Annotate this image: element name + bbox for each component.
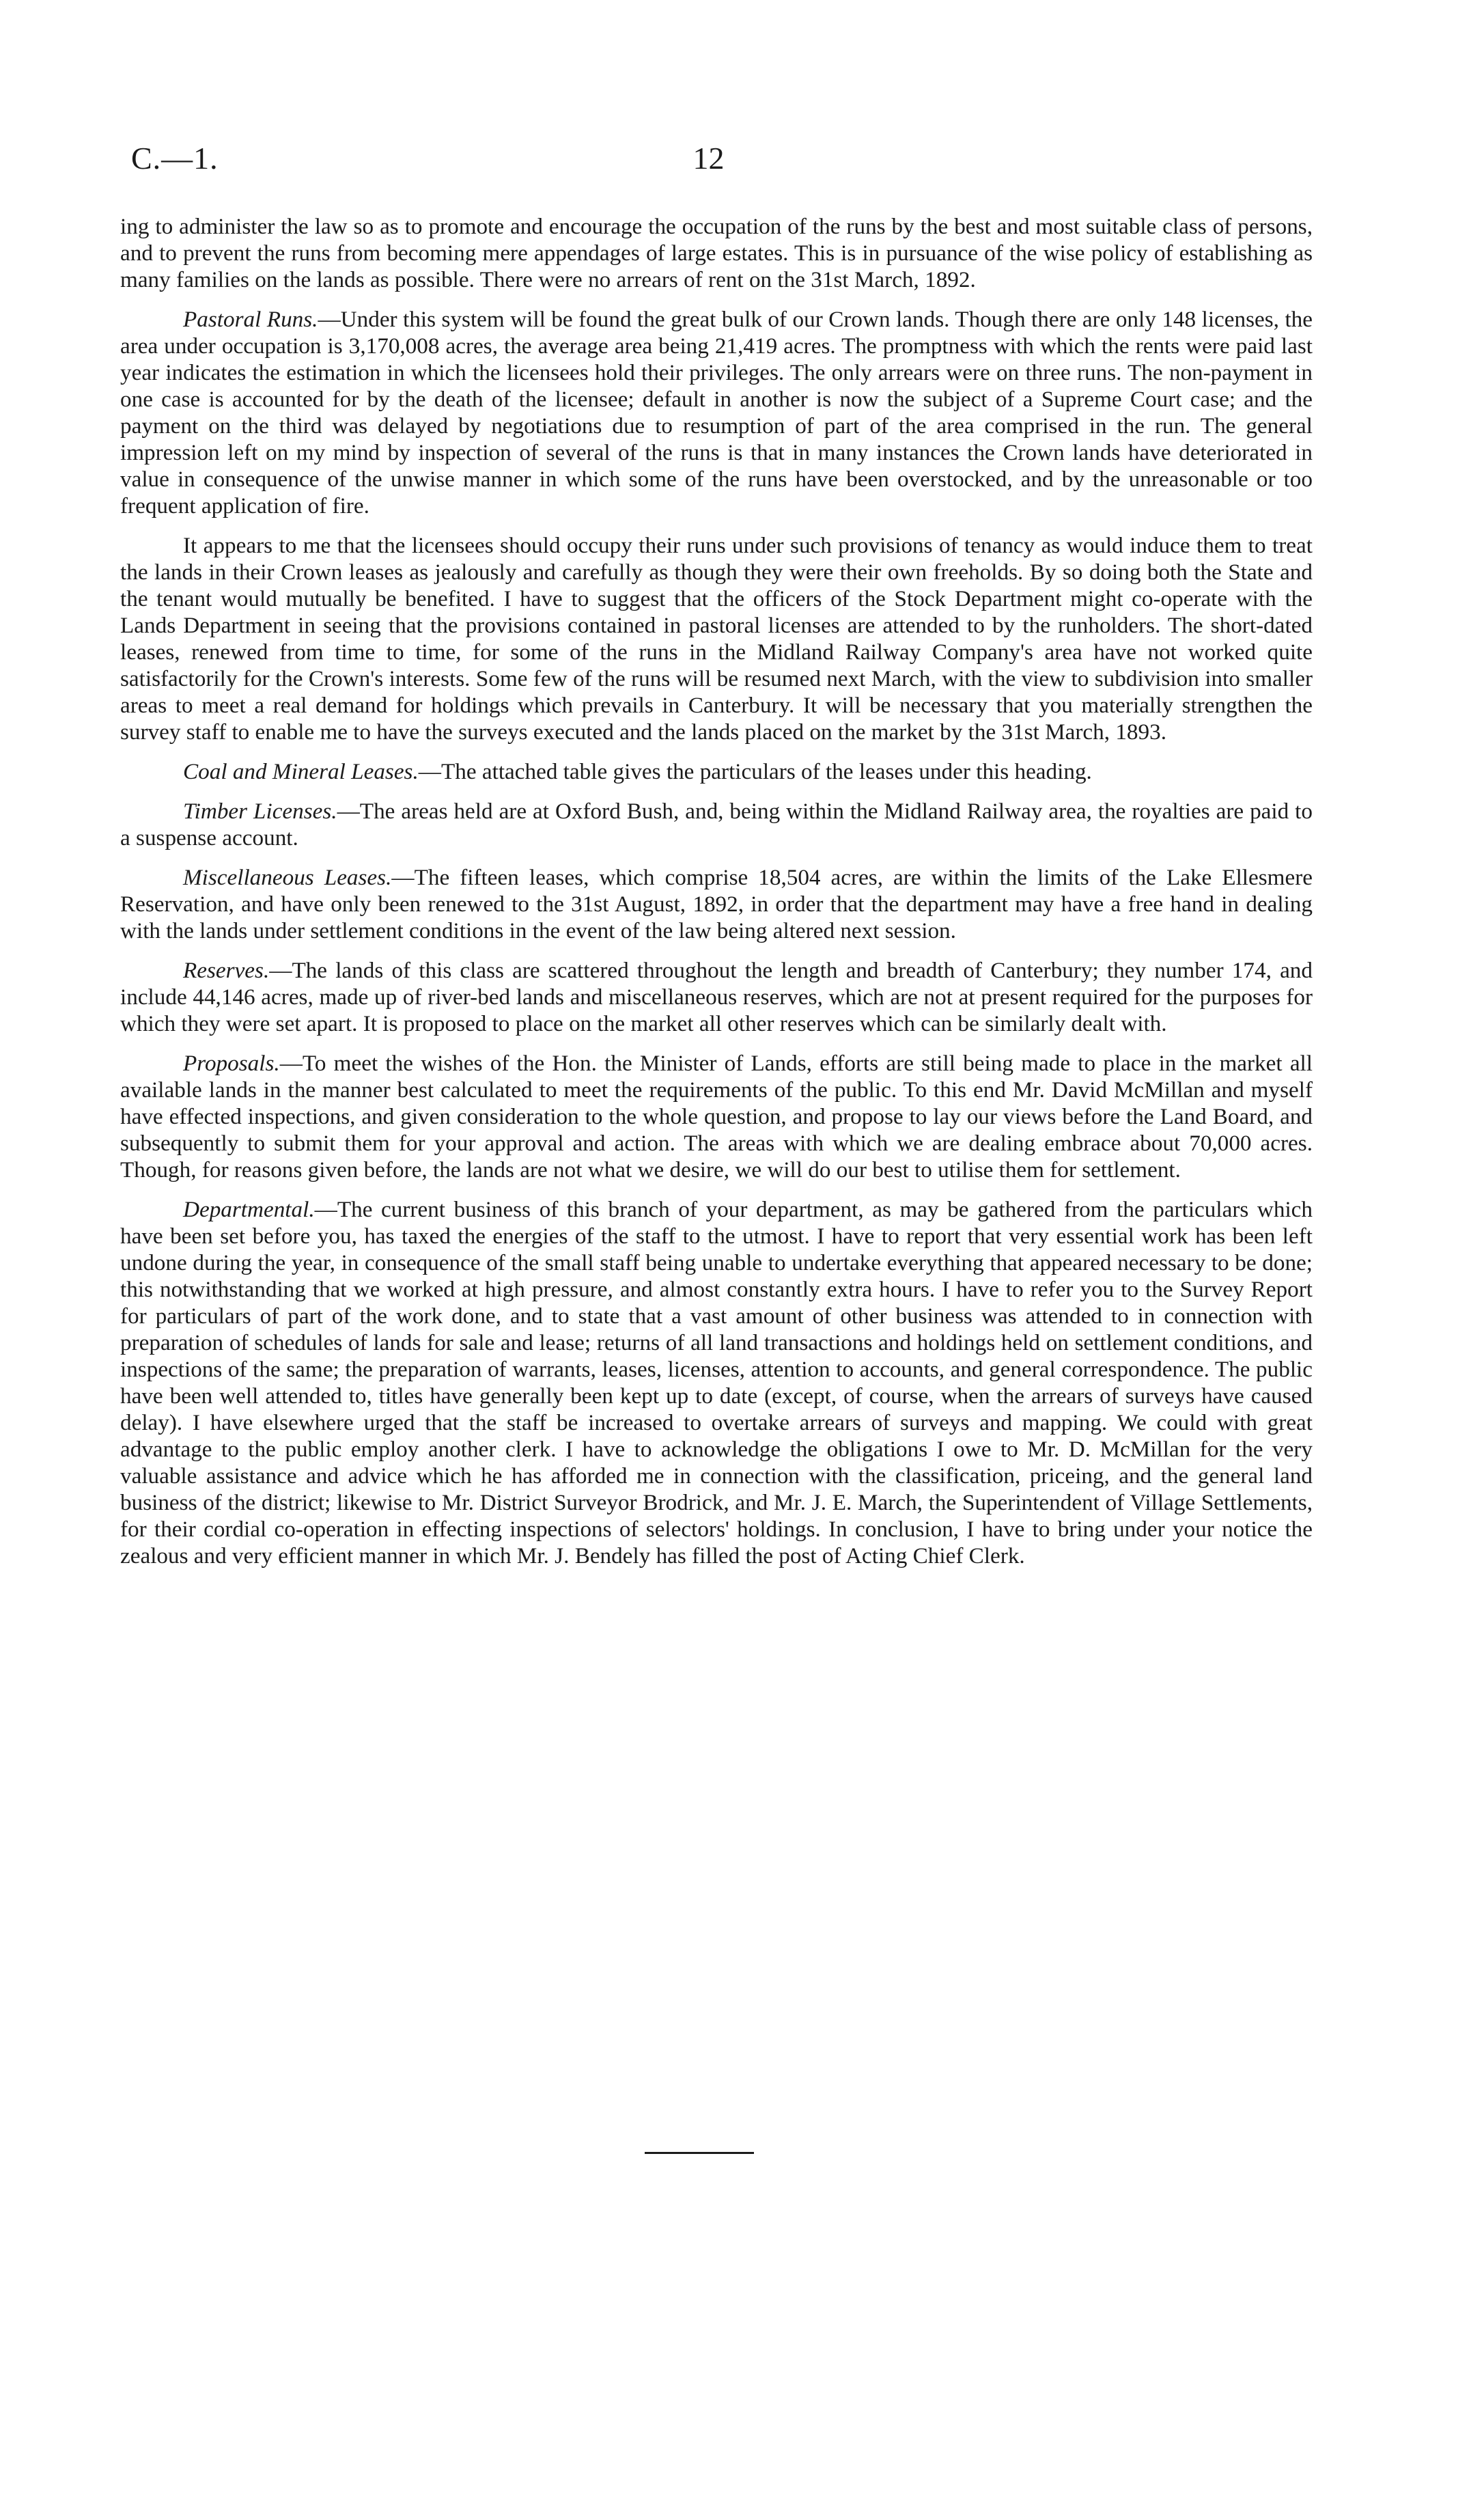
- paragraph-timber-licenses: Timber Licenses.—The areas held are at Oxford Bush, and, being within the Midland Railway area, the royalties are paid to a suspense account.: [120, 799, 1313, 851]
- closing-rule: [645, 2152, 754, 2154]
- paragraph-pastoral-runs: Pastoral Runs.—Under this system will be found the great bulk of our Crown lands. Though there are only 148 licenses, the area under occupation is 3,170,008 acres, the average area being 21,419 acres. The promptness with which the rents were paid last year indicates the estimation in which the licensees hold their privileges. The only arrears were on three runs. The non-payment in one case is accounted for by the death of the licensee; default in another is now the subject of a Supreme Court case; and the payment on the third was delayed by negotiations due to resumption of part of the area comprised in the run. The general impression left on my mind by inspection of several of the runs is that in many instances the Crown lands have deteriorated in value in consequence of the unwise manner in which some of the runs have been overstocked, and by the unreasonable or too frequent application of fire.: [120, 307, 1313, 519]
- paragraph-reserves: Reserves.—The lands of this class are scattered throughout the length and breadth of Canterbury; they number 174, and include 44,146 acres, made up of river-bed lands and miscellaneous reserves, which are not at present required for the purposes for which they were set apart. It is proposed to place on the market all other reserves which can be similarly dealt with.: [120, 958, 1313, 1036]
- section-heading: Departmental.: [183, 1197, 315, 1222]
- section-heading: Miscellaneous Leases.: [183, 865, 392, 890]
- section-heading: Reserves.: [183, 958, 270, 983]
- section-heading: Pastoral Runs.: [183, 307, 318, 332]
- document-reference: C.—1.: [131, 141, 219, 176]
- report-body: [120, 213, 1313, 1582]
- paragraph-proposals: Proposals.—To meet the wishes of the Hon. the Minister of Lands, efforts are still being made to place in the market all available lands in the manner best calculated to meet the requirements of the public. To this end Mr. David McMillan and myself have effected inspections, and given consideration to the whole question, and propose to lay our views before the Land Board, and subsequently to submit them for your approval and action. The areas with which we are dealing embrace about 70,000 acres. Though, for reasons given before, the lands are not what we desire, we will do our best to utilise them for settlement.: [120, 1051, 1313, 1183]
- paragraph-miscellaneous-leases: Miscellaneous Leases.—The fifteen leases, which comprise 18,504 acres, are within the limits of the Lake Ellesmere Reservation, and have only been renewed to the 31st August, 1892, in order that the department may have a free hand in dealing with the lands under settlement conditions in the event of the law being altered next session.: [120, 865, 1313, 943]
- paragraph-licensees: It appears to me that the licensees should occupy their runs under such provisions of tenancy as would induce them to treat the lands in their Crown leases as jealously and carefully as though they were their own freeholds. By so doing both the State and the tenant would mutually be benefited. I have to suggest that the officers of the Stock Department might co-operate with the Lands Department in seeing that the provisions contained in pastoral licenses are attended to by the runholders. The short-dated leases, renewed from time to time, for some of the runs in the Midland Railway Company's area have not worked quite satisfactorily for the Crown's interests. Some few of the runs will be resumed next March, with the view to subdivision into smaller areas to meet a real demand for holdings which prevails in Canterbury. It will be necessary that you materially strengthen the survey staff to enable me to have the surveys executed and the lands placed on the market by the 31st March, 1893.: [120, 533, 1313, 745]
- page-number: 12: [692, 141, 725, 176]
- paragraph-continuation: ing to administer the law so as to promote and encourage the occupation of the runs by the best and most suitable class of persons, and to prevent the runs from becoming mere appendages of large estates. This is in pursuance of the wise policy of establishing as many families on the lands as possible. There were no arrears of rent on the 31st March, 1892.: [120, 214, 1313, 292]
- section-heading: Timber Licenses.: [183, 799, 337, 824]
- section-heading: Coal and Mineral Leases.: [183, 759, 419, 784]
- page-header: [131, 140, 1286, 188]
- paragraph-departmental: Departmental.—The current business of this branch of your department, as may be gathered from the particulars which have been set before you, has taxed the energies of the staff to the utmost. I have to report that very essential work has been left undone during the year, in consequence of the small staff being unable to undertake everything that appeared necessary to be done; this notwithstanding that we worked at high pressure, and almost constantly extra hours. I have to refer you to the Survey Report for particulars of part of the work done, and to state that a vast amount of other business was attended to in connection with preparation of schedules of lands for sale and lease; returns of all land transactions and holdings held on settlement conditions, and inspections of the same; the preparation of warrants, leases, licenses, attention to accounts, and general correspondence. The public have been well attended to, titles have generally been kept up to date (except, of course, when the arrears of surveys have caused delay). I have elsewhere urged that the staff be increased to overtake arrears of surveys and mapping. We could with great advantage to the public employ another clerk. I have to acknowledge the obligations I owe to Mr. D. McMillan for the very valuable assistance and advice which he has afforded me in connection with the classification, priceing, and the general land business of the district; likewise to Mr. District Surveyor Brodrick, and Mr. J. E. March, the Superintendent of Village Settlements, for their cordial co-operation in effecting inspections of selectors' holdings. In conclusion, I have to bring under your notice the zealous and very efficient manner in which Mr. J. Bendely has filled the post of Acting Chief Clerk.: [120, 1197, 1313, 1569]
- section-heading: Proposals.: [183, 1051, 280, 1076]
- paragraph-coal-mineral-leases: Coal and Mineral Leases.—The attached table gives the particulars of the leases under this heading.: [183, 759, 1092, 784]
